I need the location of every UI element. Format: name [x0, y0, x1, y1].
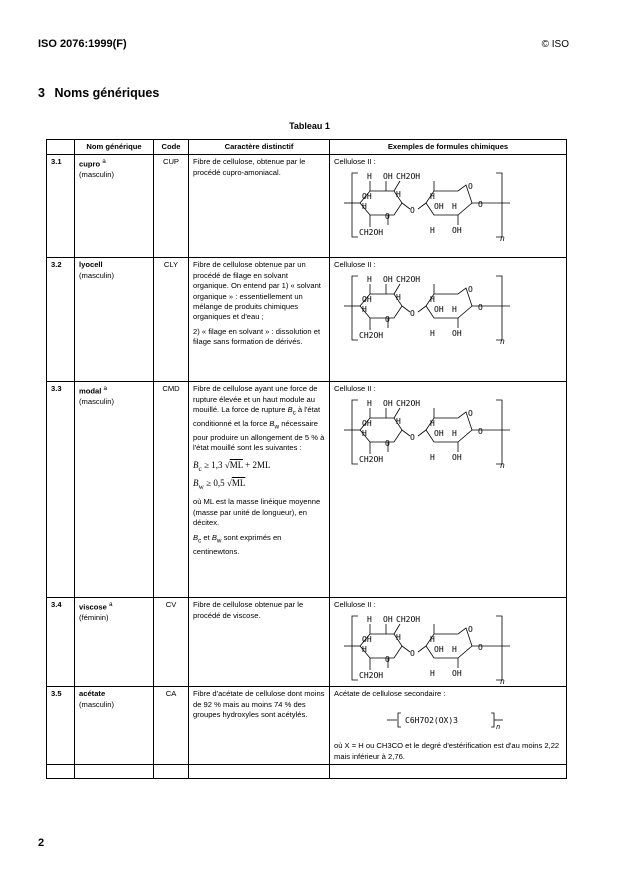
- label-ch2oh: CH2OH: [359, 670, 384, 680]
- label-h: H: [452, 304, 457, 314]
- label-h: H: [367, 398, 372, 408]
- acetate-formula-text: C6H7O2(OX)3: [405, 715, 458, 725]
- generic-name-cell: viscose $^a$ (féminin): [75, 598, 154, 687]
- label-n: n: [500, 460, 505, 468]
- label-oh: OH: [434, 201, 444, 211]
- page-number: 2: [38, 837, 45, 849]
- description-cell: Fibre d'acétate de cellulose dont moins de 92 % mais au moins 74 % des groupes hydroxyles sont acétylés.: [189, 687, 330, 765]
- label-link-o: O: [410, 205, 415, 215]
- header-formulas: Exemples de formules chimiques: [330, 140, 567, 155]
- label-ch2oh: CH2OH: [359, 330, 384, 340]
- code-cell: CMD: [154, 382, 189, 598]
- label-h: H: [396, 292, 401, 302]
- table-row: [47, 598, 567, 687]
- label-h: H: [367, 171, 372, 181]
- header-generic-name: Nom générique: [75, 140, 154, 155]
- label-oh: OH: [383, 171, 393, 181]
- label-oh: OH: [452, 452, 462, 462]
- header-distinctive: Caractère distinctif: [189, 140, 330, 155]
- label-h: H: [367, 614, 372, 624]
- label-h: H: [452, 644, 457, 654]
- generic-name-cell: acétate (masculin): [75, 687, 154, 765]
- row-number: 3.4: [47, 598, 75, 687]
- generic-name-cell: cupro $^a$ (masculin): [75, 155, 154, 258]
- equation-bw: $B_w \ge 0,5$ √ML: [193, 477, 246, 491]
- label-ring-o: O: [468, 408, 473, 418]
- label-ring-o: O: [468, 624, 473, 634]
- label-link-o: O: [478, 302, 483, 312]
- cellulose-structure-diagram: [334, 612, 562, 684]
- formula-cell: Acétate de cellulose secondaire : C6H7O2(OX)3 n où X = H ou CH3CO et le degré d'estérification est d'au moins 2,22 mais inférieur à 2,76.: [330, 687, 567, 765]
- label-link-o: O: [410, 648, 415, 658]
- modal-definition: Fibre de cellulose ayant une force de rupture élevée et un haut module au mouillé. La force de rupture $B_c$ à l'état conditionné et la force $B_w$ nécessaire pour produire un allongement de 5 % à l'état mouillé sont les suivantes :: [193, 384, 325, 453]
- label-h: H: [430, 328, 435, 338]
- label-h: H: [430, 191, 435, 201]
- label-link-o: O: [410, 308, 415, 318]
- label-ch2oh: CH2OH: [396, 171, 421, 181]
- label-oh: OH: [362, 191, 372, 201]
- generic-name-cell: lyocell (masculin): [75, 258, 154, 382]
- label-h: H: [367, 274, 372, 284]
- label-ring-o: O: [385, 314, 390, 324]
- description-cell: Fibre de cellulose obtenue par le procédé de viscose.: [189, 598, 330, 687]
- label-oh: OH: [434, 428, 444, 438]
- document-id: ISO 2076:1999(F): [38, 38, 127, 50]
- label-ch2oh: CH2OH: [396, 398, 421, 408]
- label-link-o: O: [478, 426, 483, 436]
- table-header-row: [47, 140, 567, 155]
- cellulose-structure-diagram: [334, 272, 562, 344]
- description-cell: Fibre de cellulose, obtenue par le procédé cupro-amoniacal.: [189, 155, 330, 258]
- label-oh: OH: [362, 294, 372, 304]
- label-h: H: [430, 668, 435, 678]
- label-h: H: [396, 632, 401, 642]
- label-h: H: [430, 452, 435, 462]
- code-cell: CLY: [154, 258, 189, 382]
- copyright-notice: © ISO: [541, 39, 569, 50]
- code-cell: CV: [154, 598, 189, 687]
- formula-cell: Cellulose II : H OH CH2OH OH H H O CH2OH O H OH O H H OH O n: [330, 155, 567, 258]
- acetate-formula: [334, 710, 562, 733]
- equation-bc: $B_c \ge 1,3$ √ML + 2ML: [193, 459, 271, 473]
- label-h: H: [430, 225, 435, 235]
- table-row-empty: [47, 765, 567, 779]
- label-ch2oh: CH2OH: [359, 454, 384, 464]
- row-number: 3.1: [47, 155, 75, 258]
- label-h: H: [396, 416, 401, 426]
- row-number: 3.5: [47, 687, 75, 765]
- repeat-n-label: n: [496, 722, 501, 730]
- label-ch2oh: CH2OH: [359, 227, 384, 237]
- generic-names-table: [46, 139, 567, 779]
- table-row: [47, 155, 567, 258]
- table-row: [47, 258, 567, 382]
- label-oh: OH: [362, 634, 372, 644]
- label-ch2oh: CH2OH: [396, 274, 421, 284]
- label-h: H: [362, 428, 367, 438]
- label-ch2oh: CH2OH: [396, 614, 421, 624]
- code-cell: CA: [154, 687, 189, 765]
- acetate-repeat-unit: [383, 710, 513, 730]
- label-ring-o: O: [385, 438, 390, 448]
- formula-cell: Cellulose II : H OH CH2OH OH H H O CH2OH O H OH O H H OH O n: [330, 258, 567, 382]
- label-n: n: [500, 676, 505, 684]
- cellulose-structure-diagram: [334, 396, 562, 468]
- label-h: H: [430, 294, 435, 304]
- label-oh: OH: [452, 328, 462, 338]
- section-heading: [38, 86, 159, 100]
- generic-name-cell: modal $^a$ (masculin): [75, 382, 154, 598]
- label-oh: OH: [362, 418, 372, 428]
- label-h: H: [430, 418, 435, 428]
- acetate-note: où X = H ou CH3CO et le degré d'estérification est d'au moins 2,22 mais inférieur à 2,76.: [334, 741, 560, 761]
- label-link-o: O: [478, 642, 483, 652]
- label-h: H: [452, 201, 457, 211]
- label-ring-o: O: [385, 654, 390, 664]
- header-number: [47, 140, 75, 155]
- label-h: H: [430, 634, 435, 644]
- label-h: H: [362, 201, 367, 211]
- cellulose-structure-diagram: [334, 169, 562, 241]
- units-note: $B_c$ et $B_w$ sont exprimés en centinewtons.: [193, 532, 282, 556]
- label-oh: OH: [383, 398, 393, 408]
- label-ring-o: O: [385, 211, 390, 221]
- label-h: H: [362, 644, 367, 654]
- description-cell: Fibre de cellulose ayant une force de rupture élevée et un haut module au mouillé. La force de rupture $B_c$ à l'état conditionné et la force $B_w$ nécessaire pour produire un allongement de 5 % à l'état mouillé sont les suivantes : $B_c \ge 1,3$ √ML + 2ML $B_w \ge 0,5$ √ML où ML est la masse linéique moyenne (masse par unité de longueur), en décitex. $B_c$ et $B_w$ sont exprimés en centinewtons.: [189, 382, 330, 598]
- code-cell: CUP: [154, 155, 189, 258]
- label-link-o: O: [478, 199, 483, 209]
- table-caption: Tableau 1: [289, 121, 330, 131]
- label-h: H: [362, 304, 367, 314]
- label-oh: OH: [452, 225, 462, 235]
- table-row: [47, 687, 567, 765]
- label-n: n: [500, 233, 505, 241]
- label-oh: OH: [452, 668, 462, 678]
- label-link-o: O: [410, 432, 415, 442]
- label-ring-o: O: [468, 284, 473, 294]
- formula-cell: Cellulose II : H OH CH2OH OH H H O CH2OH O H OH O H H OH O n: [330, 598, 567, 687]
- description-cell: Fibre de cellulose obtenue par un procédé de filage en solvant organique. On entend par 1) « solvant organique » : essentiellement un mélange de produits chimiques organiques et d'eau ; 2) « filage en solvant » : dissolution et filage sans formation de dérivés.: [189, 258, 330, 382]
- table-row: [47, 382, 567, 598]
- section-number: 3: [38, 86, 45, 100]
- row-number: 3.3: [47, 382, 75, 598]
- header-code: Code: [154, 140, 189, 155]
- label-n: n: [500, 336, 505, 344]
- label-oh: OH: [383, 274, 393, 284]
- label-oh: OH: [434, 304, 444, 314]
- row-number: 3.2: [47, 258, 75, 382]
- label-h: H: [452, 428, 457, 438]
- label-h: H: [396, 189, 401, 199]
- label-ring-o: O: [468, 181, 473, 191]
- label-oh: OH: [383, 614, 393, 624]
- label-oh: OH: [434, 644, 444, 654]
- section-title: Noms génériques: [54, 86, 160, 100]
- formula-cell: Cellulose II : H OH CH2OH OH H H O CH2OH O H OH O H H OH O n: [330, 382, 567, 598]
